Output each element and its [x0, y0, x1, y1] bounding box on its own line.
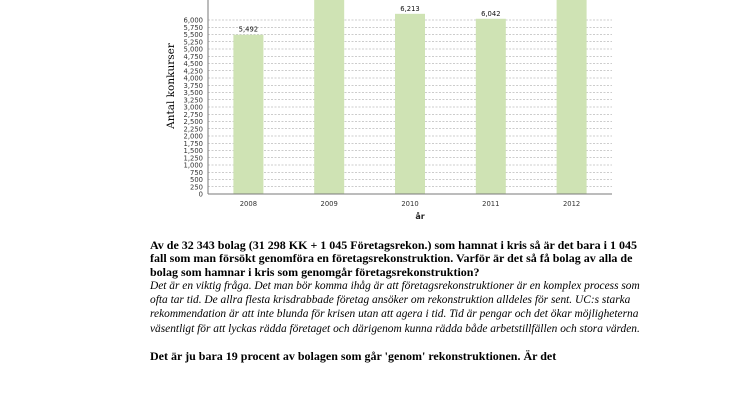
x-tick-label: 2008	[239, 200, 258, 208]
y-tick-label: 4,750	[183, 52, 203, 61]
y-tick-label: 2,000	[183, 132, 203, 141]
bar-2008	[233, 35, 263, 194]
y-tick-label: 500	[190, 176, 203, 184]
y-axis-label: Antal konkurser	[165, 43, 177, 129]
next-question-partial: Det är ju bara 19 procent av bolagen som går 'genom' rekonstruktionen. Är det	[150, 348, 557, 363]
x-axis-tick-labels	[240, 200, 581, 208]
interview-answer: Det är en viktig fråga. Det man bör komma ihåg är att företagsrekonstruktioner är en komplex process som ofta tar tid. De allra flesta krisdrabbade företag ansöker om rekonstruktion alldeles för sent. UC:s starka rekommendation är att inte blunda för krisen utan att agera i tid. Tid är pengar och det ökar möjligheterna väsentligt för att lyckas rädda företaget och därigenom kunna rädda både arbetstillfällen och stora värden.	[150, 279, 640, 335]
y-tick-label: 250	[190, 183, 203, 192]
y-tick-label: 4,500	[183, 60, 203, 68]
y-tick-label: 3,250	[183, 96, 203, 105]
y-tick-label: 1,500	[183, 147, 203, 155]
x-tick-label: 2012	[562, 200, 581, 208]
y-tick-label: 5,750	[183, 23, 203, 32]
data-label: 6,213	[400, 4, 420, 13]
y-axis-tick-labels	[184, 17, 203, 199]
bar-data-labels	[239, 5, 501, 34]
interview-question: Av de 32 343 bolag (31 298 KK + 1 045 Företagsrekon.) som hamnat i kris så är det bara i 1 045 fall som man försökt genomföra en företagsrekonstruktion. Varför är det så få bolag av alla de bolag som hamnar i kris som genomgår företagsrekonstruktion?	[150, 238, 637, 279]
y-tick-label: 5,250	[183, 38, 203, 47]
y-tick-label: 750	[190, 168, 203, 177]
qa-section	[150, 239, 650, 363]
x-tick-label: 2010	[401, 200, 419, 208]
y-tick-label: 1,250	[183, 154, 203, 163]
data-label: 5,492	[238, 25, 259, 34]
bankruptcy-bar-chart	[160, 0, 620, 228]
y-tick-label: 0	[198, 190, 203, 199]
y-tick-label: 1,750	[183, 139, 203, 148]
data-label: 6,042	[481, 9, 501, 18]
y-tick-label: 1,000	[183, 161, 203, 170]
y-tick-label: 5,000	[183, 45, 203, 54]
y-tick-label: 5,500	[183, 31, 203, 39]
bar-2010	[395, 14, 425, 194]
y-tick-label: 4,250	[183, 67, 203, 76]
y-tick-label: 3,500	[183, 89, 203, 97]
y-tick-label: 3,750	[183, 81, 203, 90]
y-tick-label: 2,250	[183, 125, 203, 134]
bar-2012	[557, 0, 587, 194]
y-tick-label: 3,000	[183, 103, 203, 112]
x-axis-label: år	[415, 212, 425, 221]
x-tick-label: 2009	[320, 200, 338, 208]
bar-2009	[314, 0, 344, 194]
y-tick-label: 6,000	[183, 16, 203, 25]
bar-2011	[476, 19, 506, 194]
x-tick-label: 2011	[482, 200, 500, 208]
y-tick-label: 2,500	[183, 118, 203, 126]
y-tick-label: 4,000	[183, 74, 203, 83]
y-tick-label: 2,750	[183, 110, 203, 119]
